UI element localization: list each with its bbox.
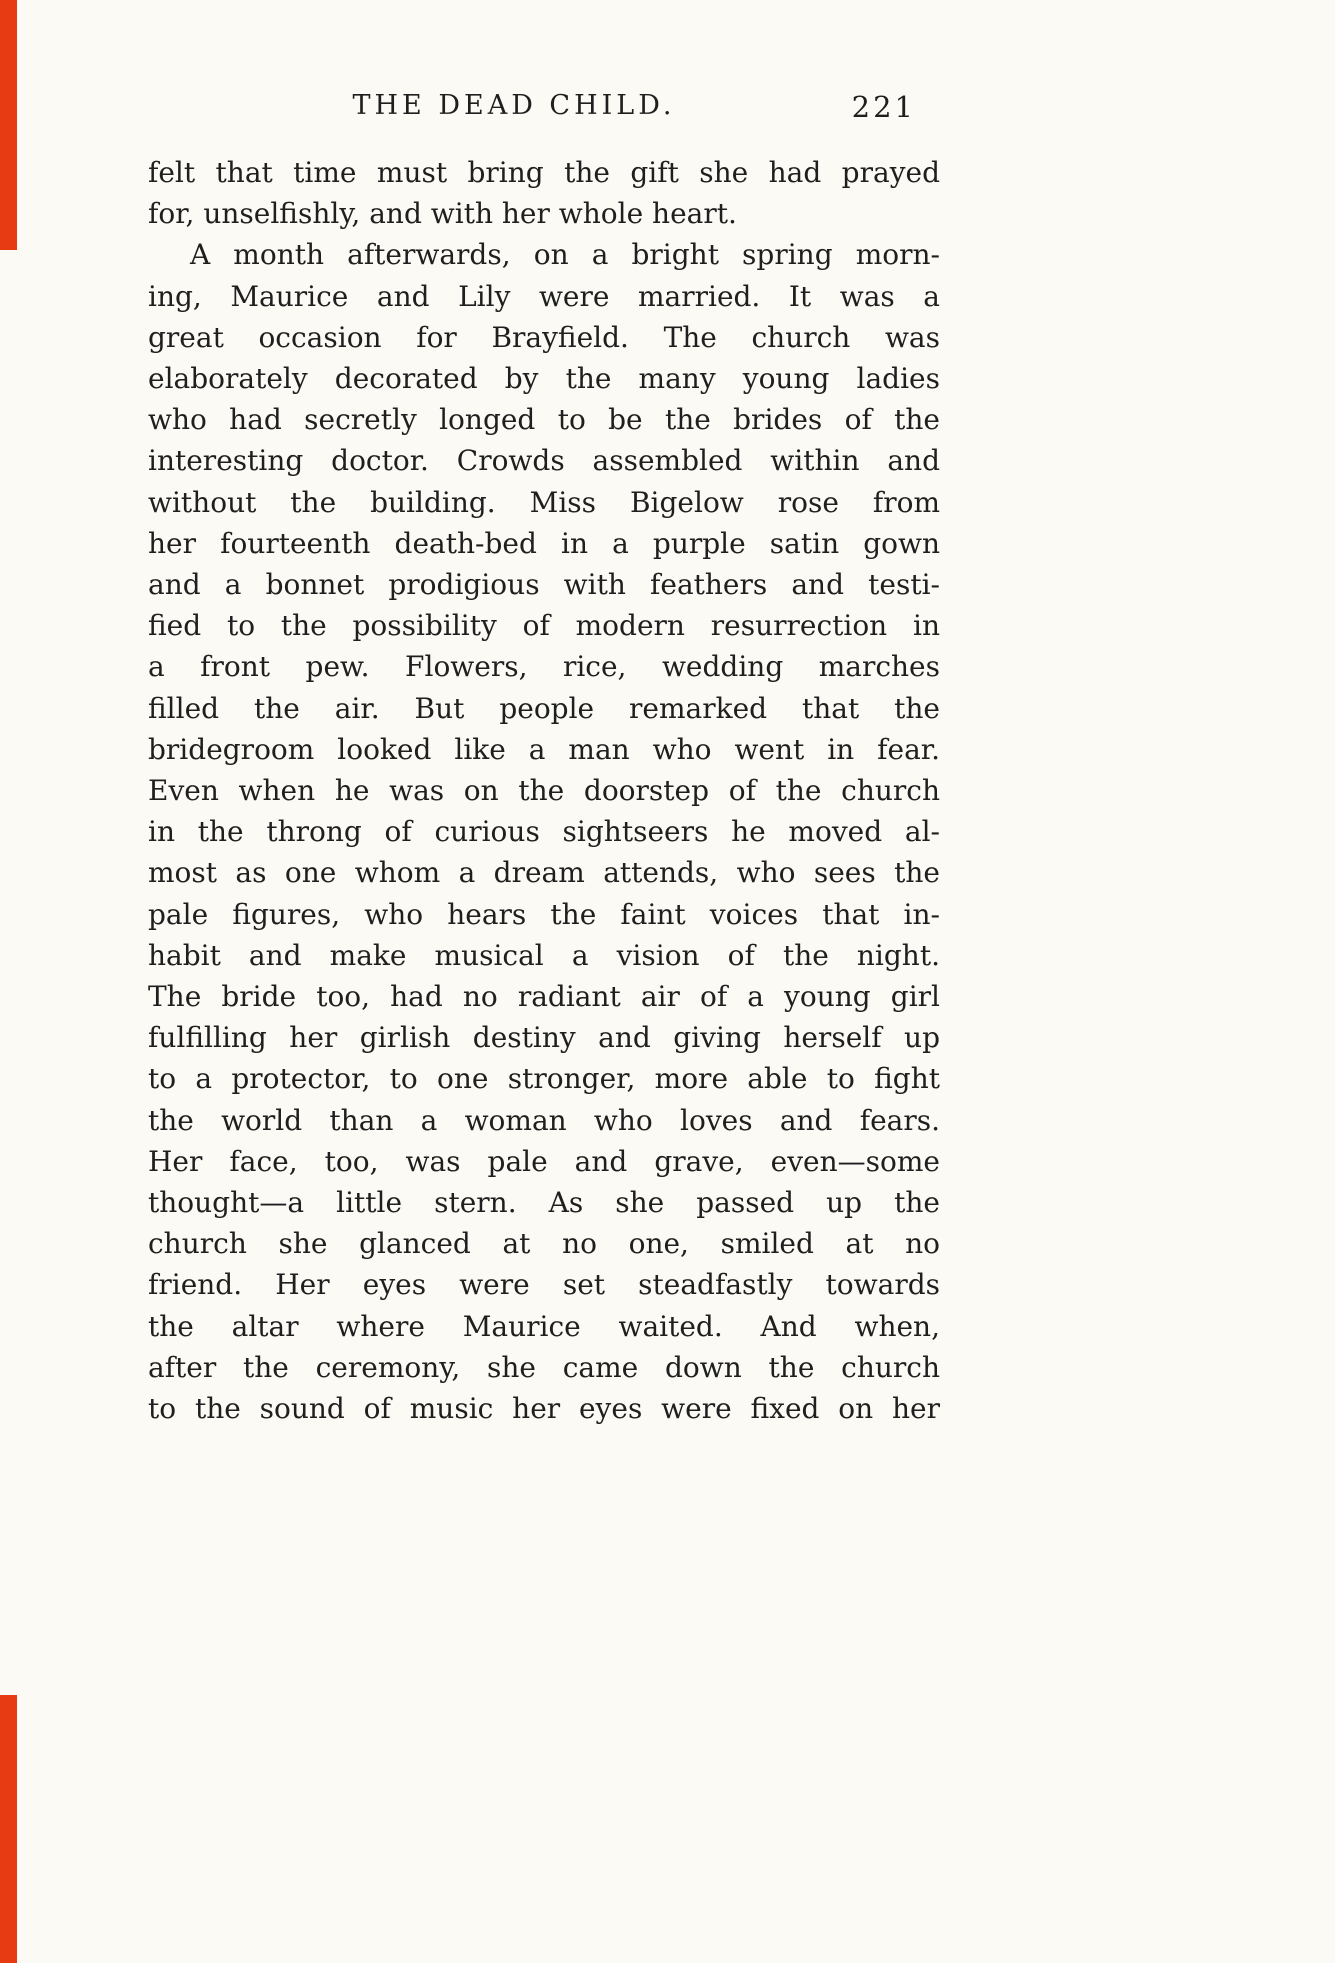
text-line: the altar where Maurice waited. And when,: [148, 1309, 940, 1343]
text-line: elaborately decorated by the many young ladies: [148, 362, 940, 396]
text-line: pale figures, who hears the faint voices that in-: [148, 897, 940, 931]
text-body: [148, 152, 940, 1429]
text-line: Even when he was on the doorstep of the church: [148, 774, 940, 808]
text-line: The bride too, had no radiant air of a young girl: [148, 980, 940, 1014]
text-line: fied to the possibility of modern resurrection in: [148, 609, 940, 643]
text-line: A month afterwards, on a bright spring morn-: [190, 238, 940, 272]
text-line: filled the air. But people remarked that the: [148, 691, 940, 725]
text-line: for, unselfishly, and with her whole heart.: [148, 197, 737, 231]
text-line: most as one whom a dream attends, who sees the: [148, 856, 940, 890]
running-header: [148, 90, 940, 130]
text-line: who had secretly longed to be the brides of the: [148, 403, 940, 437]
text-line: bridegroom looked like a man who went in fear.: [148, 732, 940, 766]
text-line: fulfilling her girlish destiny and giving herself up: [148, 1021, 940, 1055]
text-line: and a bonnet prodigious with feathers and testi-: [148, 568, 940, 602]
text-line: friend. Her eyes were set steadfastly towards: [148, 1268, 940, 1302]
page-number: 221: [851, 90, 916, 124]
text-line: habit and make musical a vision of the night.: [148, 938, 940, 972]
text-line: to the sound of music her eyes were fixed on her: [148, 1392, 940, 1426]
text-line: in the throng of curious sightseers he moved al-: [148, 815, 940, 849]
text-line: Her face, too, was pale and grave, even—some: [148, 1144, 940, 1178]
text-line: interesting doctor. Crowds assembled within and: [148, 444, 940, 478]
text-line: ing, Maurice and Lily were married. It was a: [148, 279, 940, 313]
text-line: church she glanced at no one, smiled at no: [148, 1227, 940, 1261]
text-line: a front pew. Flowers, rice, wedding marches: [148, 650, 940, 684]
text-line: felt that time must bring the gift she had prayed: [148, 156, 940, 189]
text-line: without the building. Miss Bigelow rose from: [148, 485, 940, 519]
scan-artifact-strip-top: [0, 0, 17, 250]
text-line: great occasion for Brayfield. The church was: [148, 320, 940, 354]
scan-artifact-strip-bottom: [0, 1695, 17, 1963]
text-line: to a protector, to one stronger, more able to fight: [148, 1062, 940, 1096]
text-line: after the ceremony, she came down the church: [148, 1350, 940, 1384]
running-title: THE DEAD CHILD.: [352, 90, 676, 121]
text-line: thought—a little stern. As she passed up the: [148, 1186, 940, 1220]
text-line: the world than a woman who loves and fears.: [148, 1103, 940, 1137]
text-line: her fourteenth death-bed in a purple satin gown: [148, 526, 940, 560]
